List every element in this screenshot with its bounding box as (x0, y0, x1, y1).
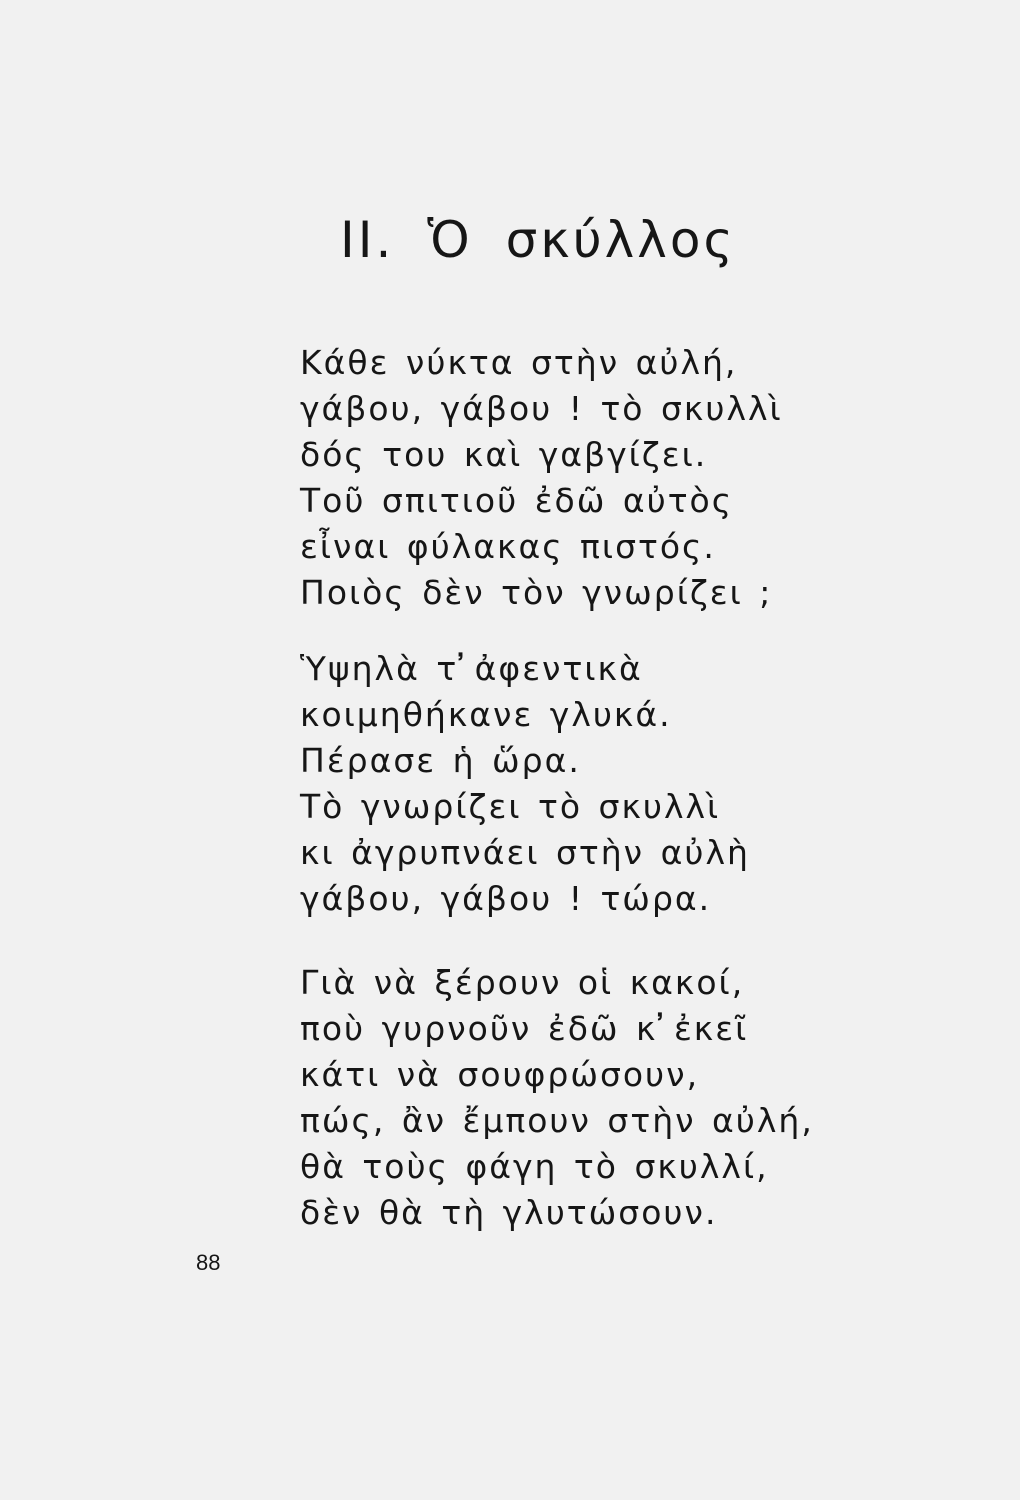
poem-line: Πέρασε ἡ ὥρα. (300, 741, 581, 780)
poem-line: Τοῦ σπιτιοῦ ἐδῶ αὐτὸς (300, 481, 734, 520)
poem-title: ΙΙ. Ὁ σκύλλος (340, 211, 736, 269)
poem-line: Ὑψηλὰ τ ̓ἀφεντικὰ (300, 649, 643, 688)
poem-line: Κάθε νύκτα στὴν αὐλή, (300, 343, 738, 382)
poem-line: κι ἀγρυπνάει στὴν αὐλὴ (300, 833, 750, 872)
page-number: 88 (196, 1250, 221, 1275)
poem-line: Γιὰ νὰ ξέρουν οἱ κακοί, (300, 963, 745, 1002)
poem-line: ποὺ γυρνοῦν ἐδῶ κ ̓ἐκεῖ (300, 1009, 749, 1048)
stanza-3 (300, 960, 814, 1236)
poem-line: πώς, ἂν ἔμπουν στὴν αὐλή, (300, 1101, 814, 1140)
poem-line: κοιμηθήκανε γλυκά. (300, 695, 672, 734)
poem-line: δὲν θὰ τὴ γλυτώσουν. (300, 1193, 718, 1232)
poem-line: γάβου, γάβου ! τώρα. (300, 879, 712, 918)
stanza-2 (300, 646, 750, 922)
poem-line: εἶναι φύλακας πιστός. (300, 527, 716, 566)
poem-line: γάβου, γάβου ! τὸ σκυλλὶ (300, 389, 783, 428)
poem-line: Τὸ γνωρίζει τὸ σκυλλὶ (300, 787, 721, 826)
stanza-1 (300, 340, 783, 616)
poem-line: δός του καὶ γαβγίζει. (300, 435, 708, 474)
poem-line: Ποιὸς δὲν τὸν γνωρίζει ; (300, 573, 773, 612)
poem-line: κάτι νὰ σουφρώσουν, (300, 1055, 700, 1094)
poem-line: θὰ τοὺς φάγη τὸ σκυλλί, (300, 1147, 769, 1186)
